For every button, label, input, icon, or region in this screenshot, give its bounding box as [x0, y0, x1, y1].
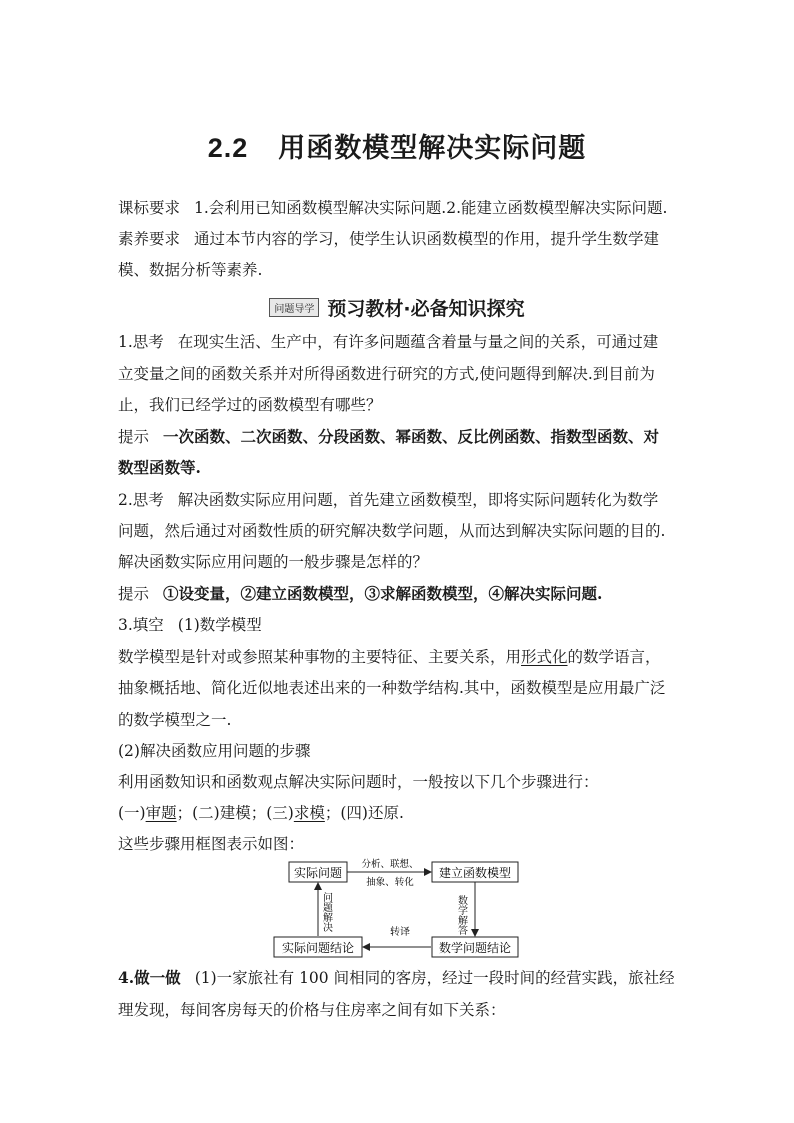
q2-text-1: 解决函数实际应用问题，首先建立函数模型，即将实际问题转化为数学 — [177, 491, 659, 509]
fill-p3: 这些步骤用框图表示如图： — [118, 835, 305, 853]
fill-subheading-2: (2)解决函数应用问题的步骤 — [118, 742, 311, 760]
requirement-line-3: 模、数据分析等素养. — [118, 261, 263, 279]
steps-underline-2: 求模 — [293, 804, 325, 822]
steps-underline-1: 审题 — [145, 804, 177, 822]
requirement-line-2 — [118, 229, 678, 249]
requirement-text-2a: 通过本节内容的学习，使学生认识函数模型的作用，提升学生数学建 — [194, 230, 660, 248]
q1-label: 1.思考 — [118, 333, 164, 351]
fill-p1-underline: 形式化 — [521, 648, 568, 666]
q2-label: 2.思考 — [118, 491, 164, 509]
fill-p1-line-3: 的数学模型之一. — [118, 711, 232, 729]
q2-line-3: 解决函数实际应用问题的一般步骤是怎样的？ — [118, 553, 429, 571]
arrow-left-label: 问题解决 — [320, 892, 332, 932]
steps-mid: ；(二)建模；(三) — [176, 804, 294, 822]
q1-line-2: 立变量之间的函数关系并对所得函数进行研究的方式,使问题得到解决.到目前为 — [118, 365, 655, 383]
hint2-label: 提示 — [118, 585, 150, 603]
requirement-line-1 — [118, 198, 678, 218]
arrow-top-label-2: 抽象、转化 — [366, 877, 414, 888]
hint2-text: ①设变量，②建立函数模型，③求解函数模型，④解决实际问题. — [163, 584, 603, 603]
section-tag: 问题导学 — [269, 298, 319, 317]
q1-text-1: 在现实生活、生产中，有许多问题蕴含着量与量之间的关系，可通过建 — [177, 333, 659, 351]
hint1-label: 提示 — [118, 428, 150, 446]
arrow-bottom-label: 转译 — [390, 927, 410, 938]
page-title — [0, 126, 794, 165]
arrow-right-label: 数学解答 — [455, 895, 467, 935]
steps-pre: (一) — [118, 804, 146, 822]
box-real-conclusion-label: 实际问题结论 — [281, 941, 355, 955]
hint1-line-1 — [118, 427, 678, 447]
requirement-label-2: 素养要求 — [118, 230, 181, 248]
arrow-top-label-1: 分析、联想、 — [361, 859, 419, 870]
fill-p1-line-2: 抽象概括地、简化近似地表述出来的一种数学结构.其中，函数模型是应用最广泛 — [118, 679, 666, 697]
fill-label: 3.填空 — [118, 616, 164, 634]
requirement-label-1: 课标要求 — [118, 199, 181, 217]
q1-line-1 — [118, 332, 678, 352]
section-number: 2.2 — [207, 133, 249, 163]
q1-line-3: 止，我们已经学过的函数模型有哪些？ — [118, 396, 382, 414]
fill-line-1 — [118, 615, 678, 635]
practice-text-1: (1)一家旅社有 100 间相同的客房，经过一段时间的经营实践，旅社经 — [194, 969, 675, 987]
q2-line-1 — [118, 490, 678, 510]
flow-diagram — [270, 858, 530, 960]
section-header — [0, 294, 794, 321]
hint1-text-1: 一次函数、二次函数、分段函数、幂函数、反比例函数、指数型函数、对 — [163, 427, 660, 446]
fill-p2: 利用函数知识和函数观点解决实际问题时，一般按以下几个步骤进行： — [118, 773, 599, 791]
section-heading: 预习教材·必备知识探究 — [327, 298, 525, 320]
practice-line-1 — [118, 968, 678, 988]
fill-p1-post: 的数学语言， — [567, 648, 661, 666]
fill-steps — [118, 803, 678, 823]
fill-p1-line-1 — [118, 647, 678, 667]
box-build-model-label: 建立函数模型 — [438, 866, 512, 880]
practice-label: 4.做一做 — [118, 968, 181, 987]
hint2-line — [118, 584, 678, 604]
box-math-conclusion-label: 数学问题结论 — [438, 941, 512, 955]
title-text: 用函数模型解决实际问题 — [278, 133, 587, 164]
fill-subheading-1: (1)数学模型 — [177, 616, 262, 634]
hint1-line-2: 数型函数等. — [118, 458, 201, 477]
box-real-problem-label: 实际问题 — [293, 866, 343, 880]
steps-post: ；(四)还原. — [324, 804, 404, 822]
q2-line-2: 问题，然后通过对函数性质的研究解决数学问题，从而达到解决实际问题的目的. — [118, 522, 666, 540]
practice-line-2: 理发现，每间客房每天的价格与住房率之间有如下关系： — [118, 1001, 506, 1019]
fill-p1-pre: 数学模型是针对或参照某种事物的主要特征、主要关系，用 — [118, 648, 522, 666]
requirement-text-1: 1.会利用已知函数模型解决实际问题.2.能建立函数模型解决实际问题. — [194, 199, 668, 217]
